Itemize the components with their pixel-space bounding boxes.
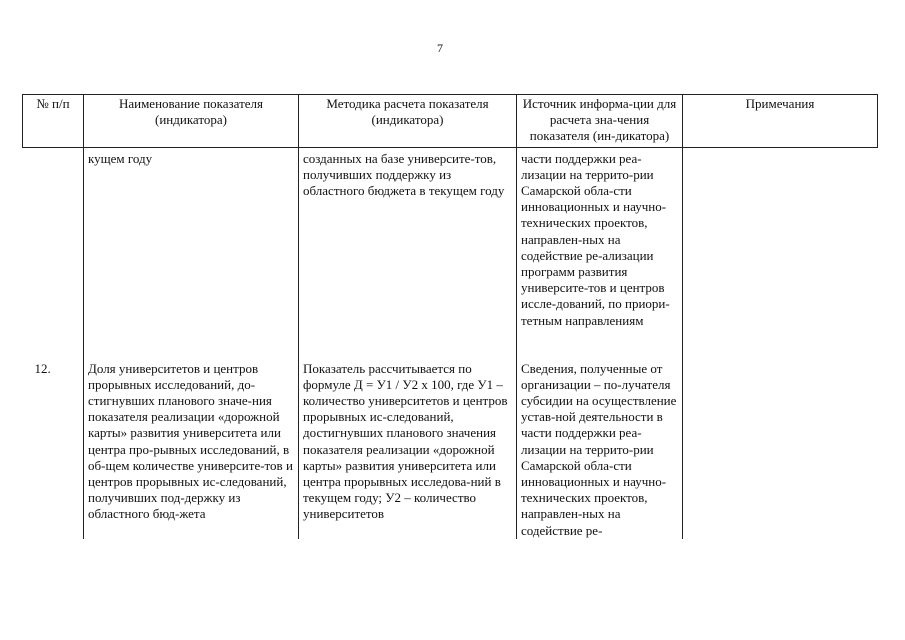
cell-note <box>683 147 878 357</box>
header-num: № п/п <box>23 95 84 148</box>
page-number: 7 <box>437 41 443 55</box>
header-name: Наименование показателя (индикатора) <box>84 95 299 148</box>
cell-source: Сведения, полученные от организации – по-лучателя субсидии на осуществление устав-ной деятельности в части поддержки реа-лизации на террито-рии Самарской обла-сти инновационных и научно-технических проектов, направлен-ных на содействие ре- <box>517 357 683 539</box>
indicator-table <box>22 94 878 539</box>
header-method: Методика расчета показателя (индикатора) <box>299 95 517 148</box>
cell-note <box>683 357 878 539</box>
header-note: Примечания <box>683 95 878 148</box>
table-row <box>23 357 878 539</box>
cell-method: Показатель рассчитывается по формуле Д = У1 / У2 х 100, где У1 – количество университетов и центров прорывных ис-следований, достигнувших планового значения показателя реализации «дорожной карты» развития университета или центра прорывных исследова-ний в текущем году; У2 – количество университетов <box>299 357 517 539</box>
cell-source: части поддержки реа-лизации на террито-рии Самарской обла-сти инновационных и научно-технических проектов, направлен-ных на содействие ре-ализации программ развития университе-тов и центров иссле-дований, по приори-тетным направлениям <box>517 147 683 357</box>
cell-name: кущем году <box>84 147 299 357</box>
table-header-row <box>23 95 878 148</box>
cell-num <box>23 147 84 357</box>
cell-method: созданных на базе университе-тов, получивших поддержку из областного бюджета в текущем году <box>299 147 517 357</box>
header-source: Источник информа-ции для расчета зна-чения показателя (ин-дикатора) <box>517 95 683 148</box>
table-row <box>23 147 878 357</box>
cell-name: Доля университетов и центров прорывных исследований, до-стигнувших планового значе-ния показателя реализации «дорожной карты» развития университета или центра про-рывных исследований, в об-щем количестве университе-тов и центров прорывных ис-следований, получивших под-держку из областного бюд-жета <box>84 357 299 539</box>
cell-num: 12. <box>23 357 84 539</box>
